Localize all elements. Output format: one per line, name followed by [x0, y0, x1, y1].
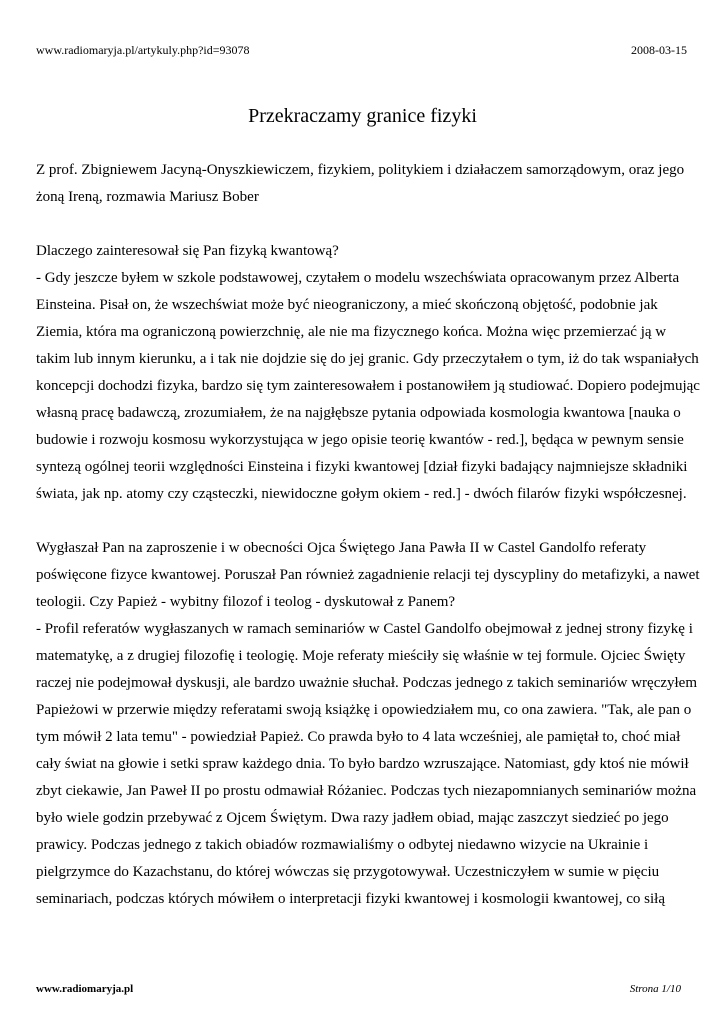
body-line: budowie i rozwoju kosmosu wykorzystująca w jego opisie teorię kwantów - red.], będąca w pewnym sensie [36, 432, 684, 448]
header-date: 2008-03-15 [631, 43, 687, 57]
intro-line: Z prof. Zbigniewem Jacyną-Onyszkiewiczem, fizykiem, politykiem i działaczem samorządowym, oraz jego [36, 162, 685, 178]
body-line: Ziemia, która ma ograniczoną powierzchnię, ale nie ma fizycznego końca. Można więc przemierzać ją w [36, 324, 667, 340]
body-line: raczej nie podejmował dyskusji, ale bardzo uważnie słuchał. Podczas jednego z takich seminariów wręczyłem [36, 675, 698, 691]
intro-line: żoną Ireną, rozmawia Mariusz Bober [36, 189, 259, 205]
footer-page-number: Strona 1/10 [629, 983, 681, 995]
footer-site: www.radiomaryja.pl [36, 983, 134, 995]
body-line: - Gdy jeszcze byłem w szkole podstawowej, czytałem o modelu wszechświata opracowanym przez Alberta [36, 270, 680, 286]
body-line: koncepcji dochodzi fizyka, bardzo się tym zainteresowałem i postanowiłem ją studiować. Dopiero podejmując [36, 378, 700, 394]
body-line: własną pracę badawczą, zrozumiałem, że na najgłębsze pytania odpowiada kosmologia kwantowa [nauka o [36, 405, 681, 421]
body-line: teologii. Czy Papież - wybitny filozof i teolog - dyskutował z Panem? [36, 594, 456, 610]
body-line: Wygłaszał Pan na zaproszenie i w obecności Ojca Świętego Jana Pawła II w Castel Gandolfo referaty [36, 540, 647, 556]
header-url: www.radiomaryja.pl/artykuly.php?id=93078 [36, 43, 250, 57]
body-line: seminariach, podczas których mówiłem o interpretacji fizyki kwantowej i kosmologii kwantowej, co siłą [36, 891, 665, 907]
body-line: Papieżowi w przerwie między referatami swoją książkę i opowiedziałem mu, co ona zawiera. "Tak, ale pan o [36, 702, 692, 718]
article-body [36, 157, 700, 913]
article-title: Przekraczamy granice fizyki [248, 105, 477, 127]
body-line: tym mówił 2 lata temu" - powiedział Papież. Co prawda było to 4 lata wcześniej, ale pamiętał to, choć miał [36, 729, 681, 745]
body-line: matematykę, a z drugiej filozofię i teologię. Moje referaty mieściły się właśnie w tej formule. Ojciec Święty [36, 648, 686, 664]
body-line: poświęcone fizyce kwantowej. Poruszał Pan również zagadnienie relacji tej dyscypliny do metafizyki, a nawet [36, 567, 700, 583]
body-line: zbyt ciekawie, Jan Paweł II po prostu odmawiał Różaniec. Podczas tych niezapomnianych seminariów można [36, 783, 697, 799]
body-line: było wiele godzin przebywać z Ojcem Świętym. Dwa razy jadłem obiad, mając zaszczyt siedzieć po jego [36, 810, 669, 826]
body-line: syntezą ogólnej teorii względności Einsteina i fizyki kwantowej [dział fizyki badający najmniejsze składniki [36, 459, 688, 475]
body-line: świata, jak np. atomy czy cząsteczki, niewidoczne gołym okiem - red.] - dwóch filarów fizyki współczesnej. [36, 486, 687, 502]
body-line: prawicy. Podczas jednego z takich obiadów rozmawialiśmy o odbytej niedawno wizycie na Ukrainie i [36, 837, 649, 853]
body-line: Dlaczego zainteresował się Pan fizyką kwantową? [36, 243, 339, 259]
body-line: - Profil referatów wygłaszanych w ramach seminariów w Castel Gandolfo obejmował z jednej strony fizykę i [36, 621, 693, 637]
body-line: Einsteina. Pisał on, że wszechświat może być nieograniczony, a mieć skończoną objętość, podobnie jak [36, 297, 658, 313]
body-line: takim lub innym kierunku, a i tak nie dojdzie się do jej granic. Gdy przeczytałem o tym, iż do tak wspaniałych [36, 351, 699, 367]
body-line: cały świat na głowie i setki spraw każdego dnia. To było bardzo wzruszające. Natomiast, gdy ktoś nie mówił [36, 756, 689, 772]
body-line: pielgrzymce do Kazachstanu, do której wówczas się przygotowywał. Uczestniczyłem w sumie w pięciu [36, 864, 660, 880]
